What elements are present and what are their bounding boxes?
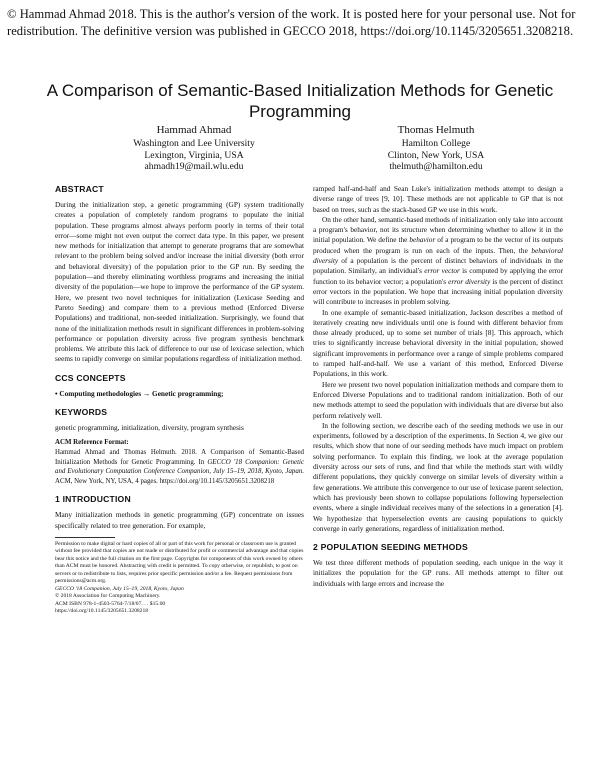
author-location: Clinton, New York, USA <box>387 149 485 161</box>
abstract-heading: ABSTRACT <box>55 184 104 194</box>
author-email: ahmadh19@mail.wlu.edu <box>144 161 244 172</box>
author-affiliation: Washington and Lee University <box>133 138 255 149</box>
ccs-text: • Computing methodologies → Genetic programming; <box>55 388 224 398</box>
author-affiliation: Hamilton College <box>401 138 471 149</box>
author-location: Lexington, Virginia, USA <box>144 149 244 161</box>
ccs-heading: CCS CONCEPTS <box>55 372 126 383</box>
right-column <box>313 184 563 589</box>
keywords-heading: KEYWORDS <box>55 407 108 418</box>
abstract-text: During the initialization step, a genetic programming (GP) system traditionally creates a population of completely random programs to populate the initial population. These programs almost always perform poorly in terms of their total error—some might not even output the correct data type. In this paper, we present new methods for initialization that attempt to generate programs that are somewhat relevant to the problem being solved and/or increase the initial diversity (both error and behavioral diversity) of the population prior to the GP run. By seeding the population—and thereby eliminating worthless programs and increasing the initial diversity of the population—we hope to improve the performance of the GP system. Here, we present two novel techniques for initialization (Lexicase Seeding and Pareto Seeding) and compare them to a previous method (Enforced Diverse Populations) and traditional, non-seeded initialization. Surprisingly, we found that none of the initialization methods result in significant differences in problem-solving performance or population diversity across five program synthesis benchmark problems. We attribute this lack of difference to our use of lexicase selection, which seems to rapidly converge on similar populations regardless of initialization method. <box>55 200 304 364</box>
author-block-2 <box>306 124 566 173</box>
reference-format-text: Hammad Ahmad and Thomas Helmuth. 2018. A Comparison of Semantic-Based Initialization Methods for Genetic Programming. In GECCO '18 Companion: Genetic and Evolutionary Computation Conference Companion, July 15–19, 2018, Kyoto, Japan. ACM, New York, NY, USA, 4 pages. https://doi.org/10.1145/3205651.3208218 <box>55 448 304 485</box>
author-name: Hammad Ahmad <box>156 124 232 136</box>
conference-footnote: GECCO '18 Companion, July 15–19, 2018, Kyoto, Japan <box>55 585 184 592</box>
author-block-1 <box>64 124 324 173</box>
author-name: Thomas Helmuth <box>397 124 475 136</box>
intro-paragraph-2: On the other hand, semantic-based methods of initialization only take into account a program's behavior, not its structure when determining whether to allow it in the initial population. We define the behavior of a program to be the vector of its outputs produced when the program is run on each of the inputs. Then, the behavioral diversity of a population is the percent of distinct behaviors of individuals in the population. Similarly, an individual's error vector is computed by applying the error function to its behavior vector; a population's error diversity is the percent of distinct error vectors in the population. We hope that increasing initial population diversity will contribute to increases in problem solving. <box>313 214 564 307</box>
isbn-footnote: ACM ISBN 978-1-4503-5764-7/18/07. . . $15.00 <box>55 600 166 607</box>
copyright-notice: © Hammad Ahmad 2018. This is the author's version of the work. It is posted here for your personal use. Not for redistribution. The definitive version was published in GECCO 2018, https://doi.org/10.1145/3205651.3208218. <box>7 7 576 38</box>
introduction-heading: 1 INTRODUCTION <box>55 494 131 505</box>
keywords-text: genetic programming, initialization, diversity, program synthesis <box>55 423 244 433</box>
section-2-heading: 2 POPULATION SEEDING METHODS <box>313 542 468 553</box>
footnote-rule <box>55 537 115 538</box>
author-email: thelmuth@hamilton.edu <box>389 161 483 172</box>
doi-footnote: https://doi.org/10.1145/3205651.3208218 <box>55 608 149 615</box>
left-column <box>55 184 304 616</box>
intro-paragraph-1: ramped half-and-half and Sean Luke's initialization methods attempt to design a diverse range of trees [9, 10]. These methods are not applicable to GP that is not based on trees, such as the stack-based GP we use in this work. <box>313 184 563 214</box>
permission-footnote: Permission to make digital or hard copies of all or part of this work for personal or classroom use is granted without fee provided that copies are not made or distributed for profit or commercial advantage and that copies bear this notice and the full citation on the first page. Copyrights for components of this work owned by others than ACM must be honored. Abstracting with credit is permitted. To copy otherwise, or republish, to post on servers or to redistribute to lists, requires prior specific permission and/or a fee. Request permissions from permissions@acm.org. <box>55 540 304 585</box>
intro-paragraph-5: In the following section, we describe each of the seeding methods we use in our experiments, followed by a description of the experiments. In Section 4, we give our results, which show that none of our seeding methods have much impact on problem solving performance. To explain this finding, we look at the average population diversity across our sets of runs, and find that while the methods start with wildly different populations, they quickly converge on similar levels of diversity within a few generations. We attribute this convergence to our use of lexicase parent selection, which has previously been shown to collapse populations following hyperselection events, where a single individual receives many of the selections in a generation [4]. We hypothesize that hyperselection events are causing populations to quickly converge in early generations, regardless of initialization method. <box>313 420 563 533</box>
intro-paragraph-4: Here we present two novel population initialization methods and compare them to Enforced Diverse Populations and to traditional random initialization. Both of our new methods attempt to seed the population with individuals that are diverse but also perform relatively well. <box>313 379 563 420</box>
introduction-text: Many initialization methods in genetic programming (GP) concentrate on issues specifically related to tree generation. For example, <box>55 510 304 530</box>
section-2-text: We test three different methods of population seeding, each unique in the way it initializes the population for the GP runs. All methods attempt to filter out individuals with large errors and increase the <box>313 558 563 588</box>
copyright-footnote: © 2018 Association for Computing Machinery. <box>55 593 161 600</box>
paper-title: A Comparison of Semantic-Based Initialization Methods for Genetic Programming <box>46 81 554 121</box>
reference-format-heading: ACM Reference Format: <box>55 439 129 447</box>
intro-paragraph-3: In one example of semantic-based initialization, Jackson describes a method of iteratively creating new individuals until one is found with different behavior from those already produced, up to some set number of trials [8]. This approach, which tries to significantly increase behavioral diversity in the initial population, showed significant improvements in performance over a range of simple problems compared to ramped half-and-half. We use a variant of this method, Enforced Diverse Populations, in this work. <box>313 307 563 379</box>
